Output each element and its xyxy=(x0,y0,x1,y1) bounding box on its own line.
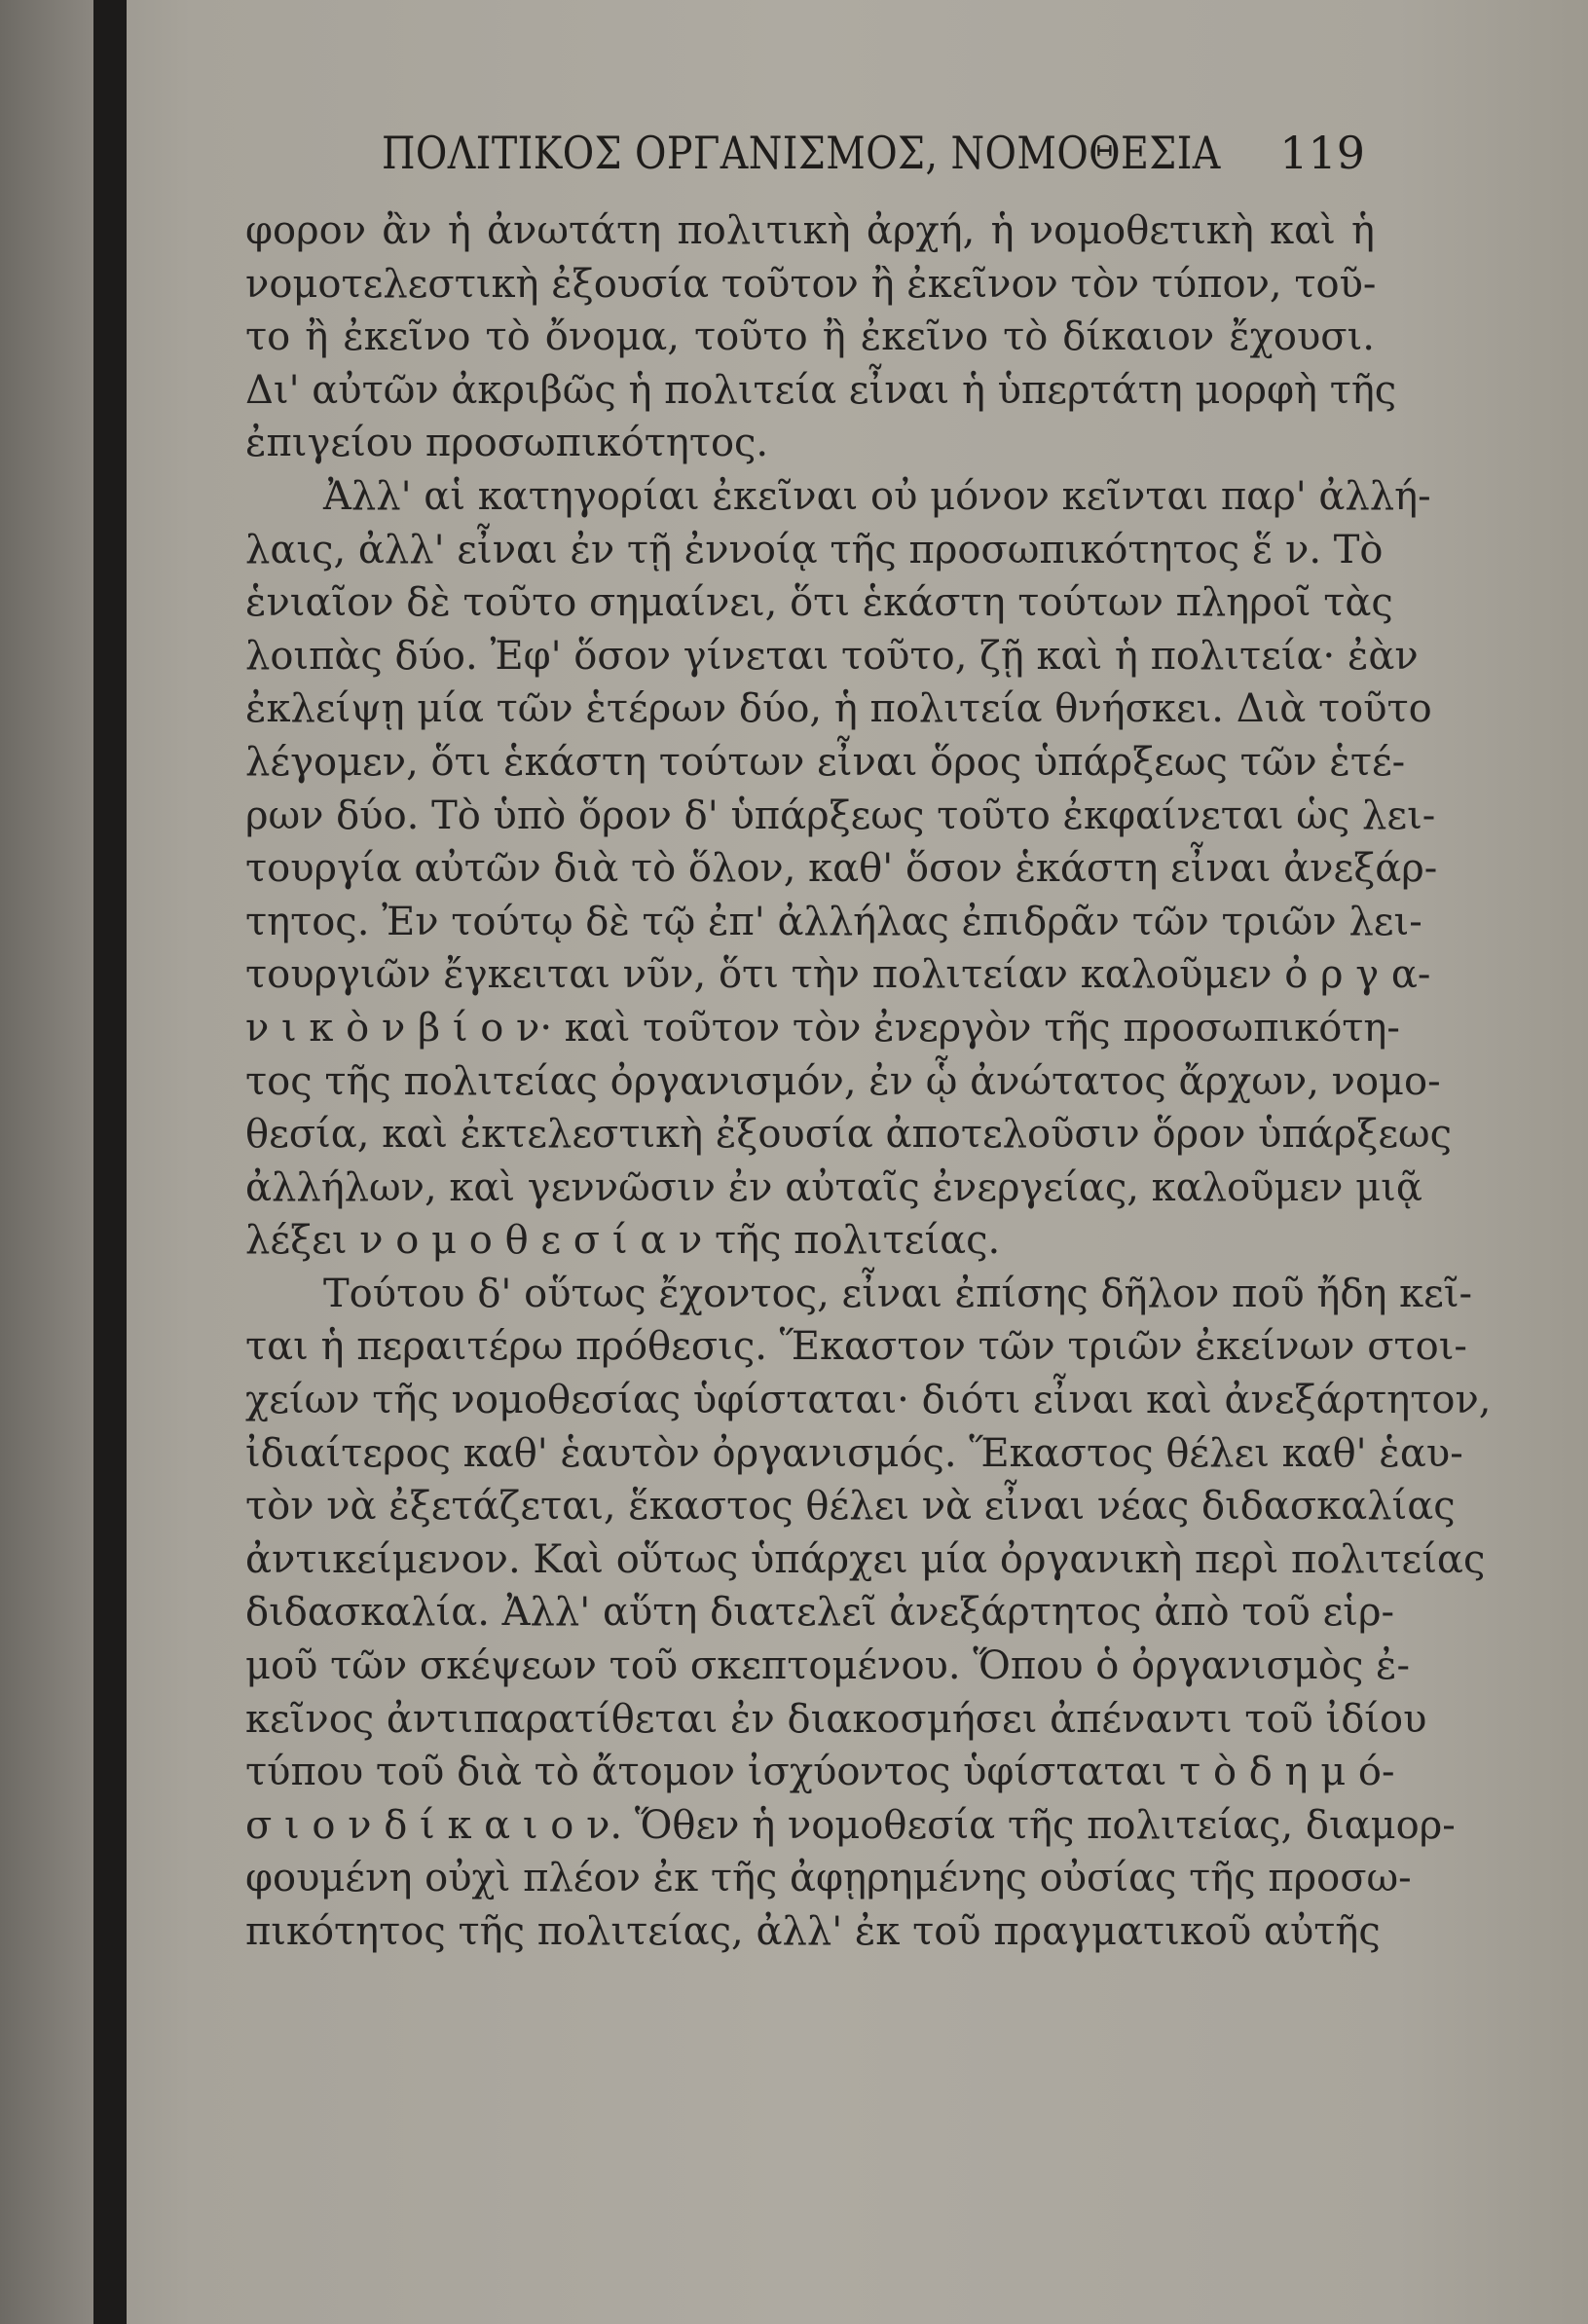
text-line: φορον ἂν ἡ ἀνωτάτη πολιτικὴ ἀρχή, ἡ νομοθετικὴ καὶ ἡ xyxy=(245,208,1375,253)
text-line: ται ἡ περαιτέρω πρόθεσις. Ἕκαστον τῶν τριῶν ἐκείνων στοι- xyxy=(245,1324,1467,1370)
text-line: νομοτελεστικὴ ἐξουσία τοῦτον ἢ ἐκεῖνον τὸν τύπον, τοῦ- xyxy=(245,261,1377,307)
running-head: ΠΟΛΙΤΙΚΟΣ ΟΡΓΑΝΙΣΜΟΣ, ΝΟΜΟΘΕΣΙΑ xyxy=(382,127,1221,179)
text-line: τητος. Ἐν τούτῳ δὲ τῷ ἐπ' ἀλλήλας ἐπιδρᾶν τῶν τριῶν λει- xyxy=(245,899,1422,944)
text-line: κεῖνος ἀντιπαρατίθεται ἐν διακοσμήσει ἀπέναντι τοῦ ἰδίου xyxy=(245,1696,1427,1742)
text-line: χείων τῆς νομοθεσίας ὑφίσταται· διότι εἶναι καὶ ἀνεξάρτητον, xyxy=(245,1378,1492,1423)
text-line: λοιπὰς δύο. Ἐφ' ὅσον γίνεται τοῦτο, ζῇ καὶ ἡ πολιτεία· ἐὰν xyxy=(245,633,1419,679)
text-line: τύπου τοῦ διὰ τὸ ἄτομον ἰσχύοντος ὑφίσταται τ ὸ δ η μ ό- xyxy=(245,1750,1395,1795)
text-line: ἐπιγείου προσωπικότητος. xyxy=(245,421,769,466)
text-line: πικότητος τῆς πολιτείας, ἀλλ' ἐκ τοῦ πραγματικοῦ αὐτῆς xyxy=(245,1909,1381,1954)
text-line: τος τῆς πολιτείας ὀργανισμόν, ἐν ᾧ ἀνώτατος ἄρχων, νομο- xyxy=(245,1058,1441,1104)
text-line: θεσία, καὶ ἐκτελεστικὴ ἐξουσία ἀποτελοῦσιν ὅρον ὑπάρξεως xyxy=(245,1112,1453,1158)
text-line: ἐκλείψῃ μία τῶν ἑτέρων δύο, ἡ πολιτεία θνήσκει. Διὰ τοῦτο xyxy=(245,686,1432,732)
text-line: τὸν νὰ ἐξετάζεται, ἕκαστος θέλει νὰ εἶναι νέας διδασκαλίας xyxy=(245,1484,1456,1530)
page-number: 119 xyxy=(1279,127,1365,179)
text-line: το ἢ ἐκεῖνο τὸ ὄνομα, τοῦτο ἢ ἐκεῖνο τὸ δίκαιον ἔχουσι. xyxy=(245,314,1375,360)
text-line: φουμένη οὐχὶ πλέον ἐκ τῆς ἀφῃρημένης οὐσίας τῆς προσω- xyxy=(245,1856,1412,1901)
text-line: λέγομεν, ὅτι ἑκάστη τούτων εἶναι ὅρος ὑπάρξεως τῶν ἑτέ- xyxy=(245,739,1406,785)
page-header xyxy=(382,127,1365,185)
text-line: ἰδιαίτερος καθ' ἑαυτὸν ὀργανισμός. Ἕκαστος θέλει καθ' ἑαυ- xyxy=(245,1430,1463,1476)
body-text xyxy=(245,204,1492,1959)
text-line: σ ι ο ν δ ί κ α ι ο ν. Ὅθεν ἡ νομοθεσία τῆς πολιτείας, διαμορ- xyxy=(245,1802,1456,1848)
text-line: ν ι κ ὸ ν β ί ο ν· καὶ τοῦτον τὸν ἐνεργὸν τῆς προσωπικότη- xyxy=(245,1005,1400,1051)
text-line: ἀλλήλων, καὶ γεννῶσιν ἐν αὐταῖς ἐνεργείας, καλοῦμεν μιᾷ xyxy=(245,1164,1422,1210)
text-line: Τούτου δ' οὕτως ἔχοντος, εἶναι ἐπίσης δῆλον ποῦ ἤδη κεῖ- xyxy=(323,1271,1473,1316)
text-line: λέξει ν ο μ ο θ ε σ ί α ν τῆς πολιτείας. xyxy=(245,1218,1001,1264)
binding-edge xyxy=(93,0,127,2324)
text-line: τουργία αὐτῶν διὰ τὸ ὅλον, καθ' ὅσον ἑκάστη εἶναι ἀνεξάρ- xyxy=(245,846,1438,892)
text-line: διδασκαλία. Ἀλλ' αὕτη διατελεῖ ἀνεξάρτητος ἀπὸ τοῦ εἱρ- xyxy=(245,1590,1394,1636)
text-line: μοῦ τῶν σκέψεων τοῦ σκεπτομένου. Ὅπου ὁ ὀργανισμὸς ἐ- xyxy=(245,1643,1411,1689)
binding-shadow xyxy=(0,0,93,2324)
text-line: Ἀλλ' αἱ κατηγορίαι ἐκεῖναι οὐ μόνον κεῖνται παρ' ἀλλή- xyxy=(323,473,1431,519)
text-line: ρων δύο. Τὸ ὑπὸ ὅρον δ' ὑπάρξεως τοῦτο ἐκφαίνεται ὡς λει- xyxy=(245,793,1436,838)
text-line: ἀντικείμενον. Καὶ οὕτως ὑπάρχει μία ὀργανικὴ περὶ πολιτείας xyxy=(245,1536,1486,1582)
text-line: λαις, ἀλλ' εἶναι ἐν τῇ ἐννοίᾳ τῆς προσωπικότητος ἕ ν. Τὸ xyxy=(245,527,1384,572)
text-line: ἑνιαῖον δὲ τοῦτο σημαίνει, ὅτι ἑκάστη τούτων πληροῖ τὰς xyxy=(245,580,1393,626)
text-line: Δι' αὐτῶν ἀκριβῶς ἡ πολιτεία εἶναι ἡ ὑπερτάτη μορφὴ τῆς xyxy=(245,367,1397,413)
text-line: τουργιῶν ἔγκειται νῦν, ὅτι τὴν πολιτείαν καλοῦμεν ὀ ρ γ α- xyxy=(245,952,1431,998)
